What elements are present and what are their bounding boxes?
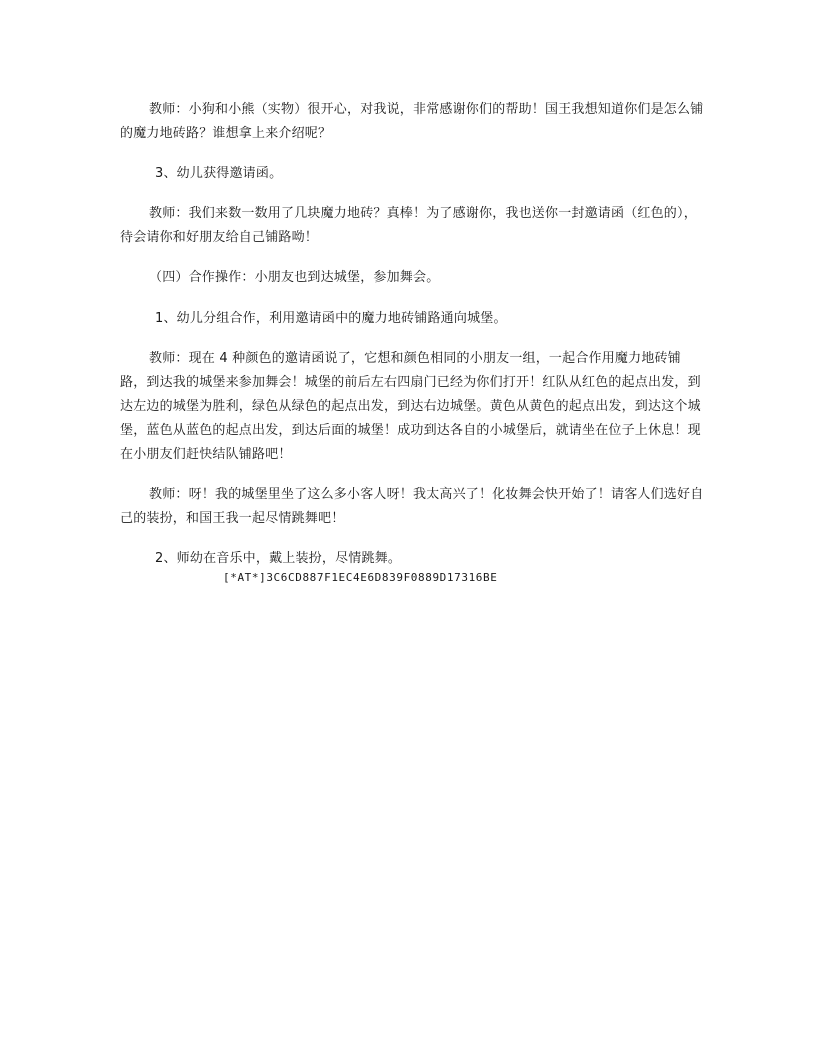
- section-4-heading: （四）合作操作：小朋友也到达城堡，参加舞会。: [149, 270, 440, 285]
- step-1-heading: 1、幼儿分组合作，利用邀请函中的魔力地砖铺路通向城堡。: [155, 311, 507, 326]
- step-2-heading: 2、师幼在音乐中，戴上装扮，尽情跳舞。: [155, 551, 402, 566]
- step-3-heading: 3、幼儿获得邀请函。: [155, 166, 283, 181]
- paragraph-teacher-instructions: 教师：现在 4 种颜色的邀请函说了，它想和颜色相同的小朋友一组，一起合作用魔力地砖铺路，到达我的城堡来参加舞会！城堡的前后左右四扇门已经为你们打开！红队从红色的起点出发，到达左边的城堡为胜利，绿色从绿色的起点出发，到达右边城堡。黄色从黄色的起点出发，到达这个城堡，蓝色从蓝色的起点出发，到达后面的城堡！成功到达各自的小城堡后，就请坐在位子上休息！现在小朋友们赶快结队铺路吧！: [120, 351, 701, 462]
- paragraph-teacher-count: 教师：我们来数一数用了几块魔力地砖？真棒！为了感谢你，我也送你一封邀请函（红色的），待会请你和好朋友给自己铺路呦！: [120, 206, 697, 245]
- paragraph-teacher-dance: 教师：呀！我的城堡里坐了这么多小客人呀！我太高兴了！化妆舞会快开始了！请客人们选好自己的装扮，和国王我一起尽情跳舞吧！: [120, 487, 704, 526]
- document-code: [*AT*]3C6CD887F1EC4E6D839F0889D17316BE: [223, 571, 498, 584]
- paragraph-teacher-thanks: 教师：小狗和小熊（实物）很开心，对我说，非常感谢你们的帮助！国王我想知道你们是怎么铺的魔力地砖路？谁想拿上来介绍呢？: [120, 102, 704, 141]
